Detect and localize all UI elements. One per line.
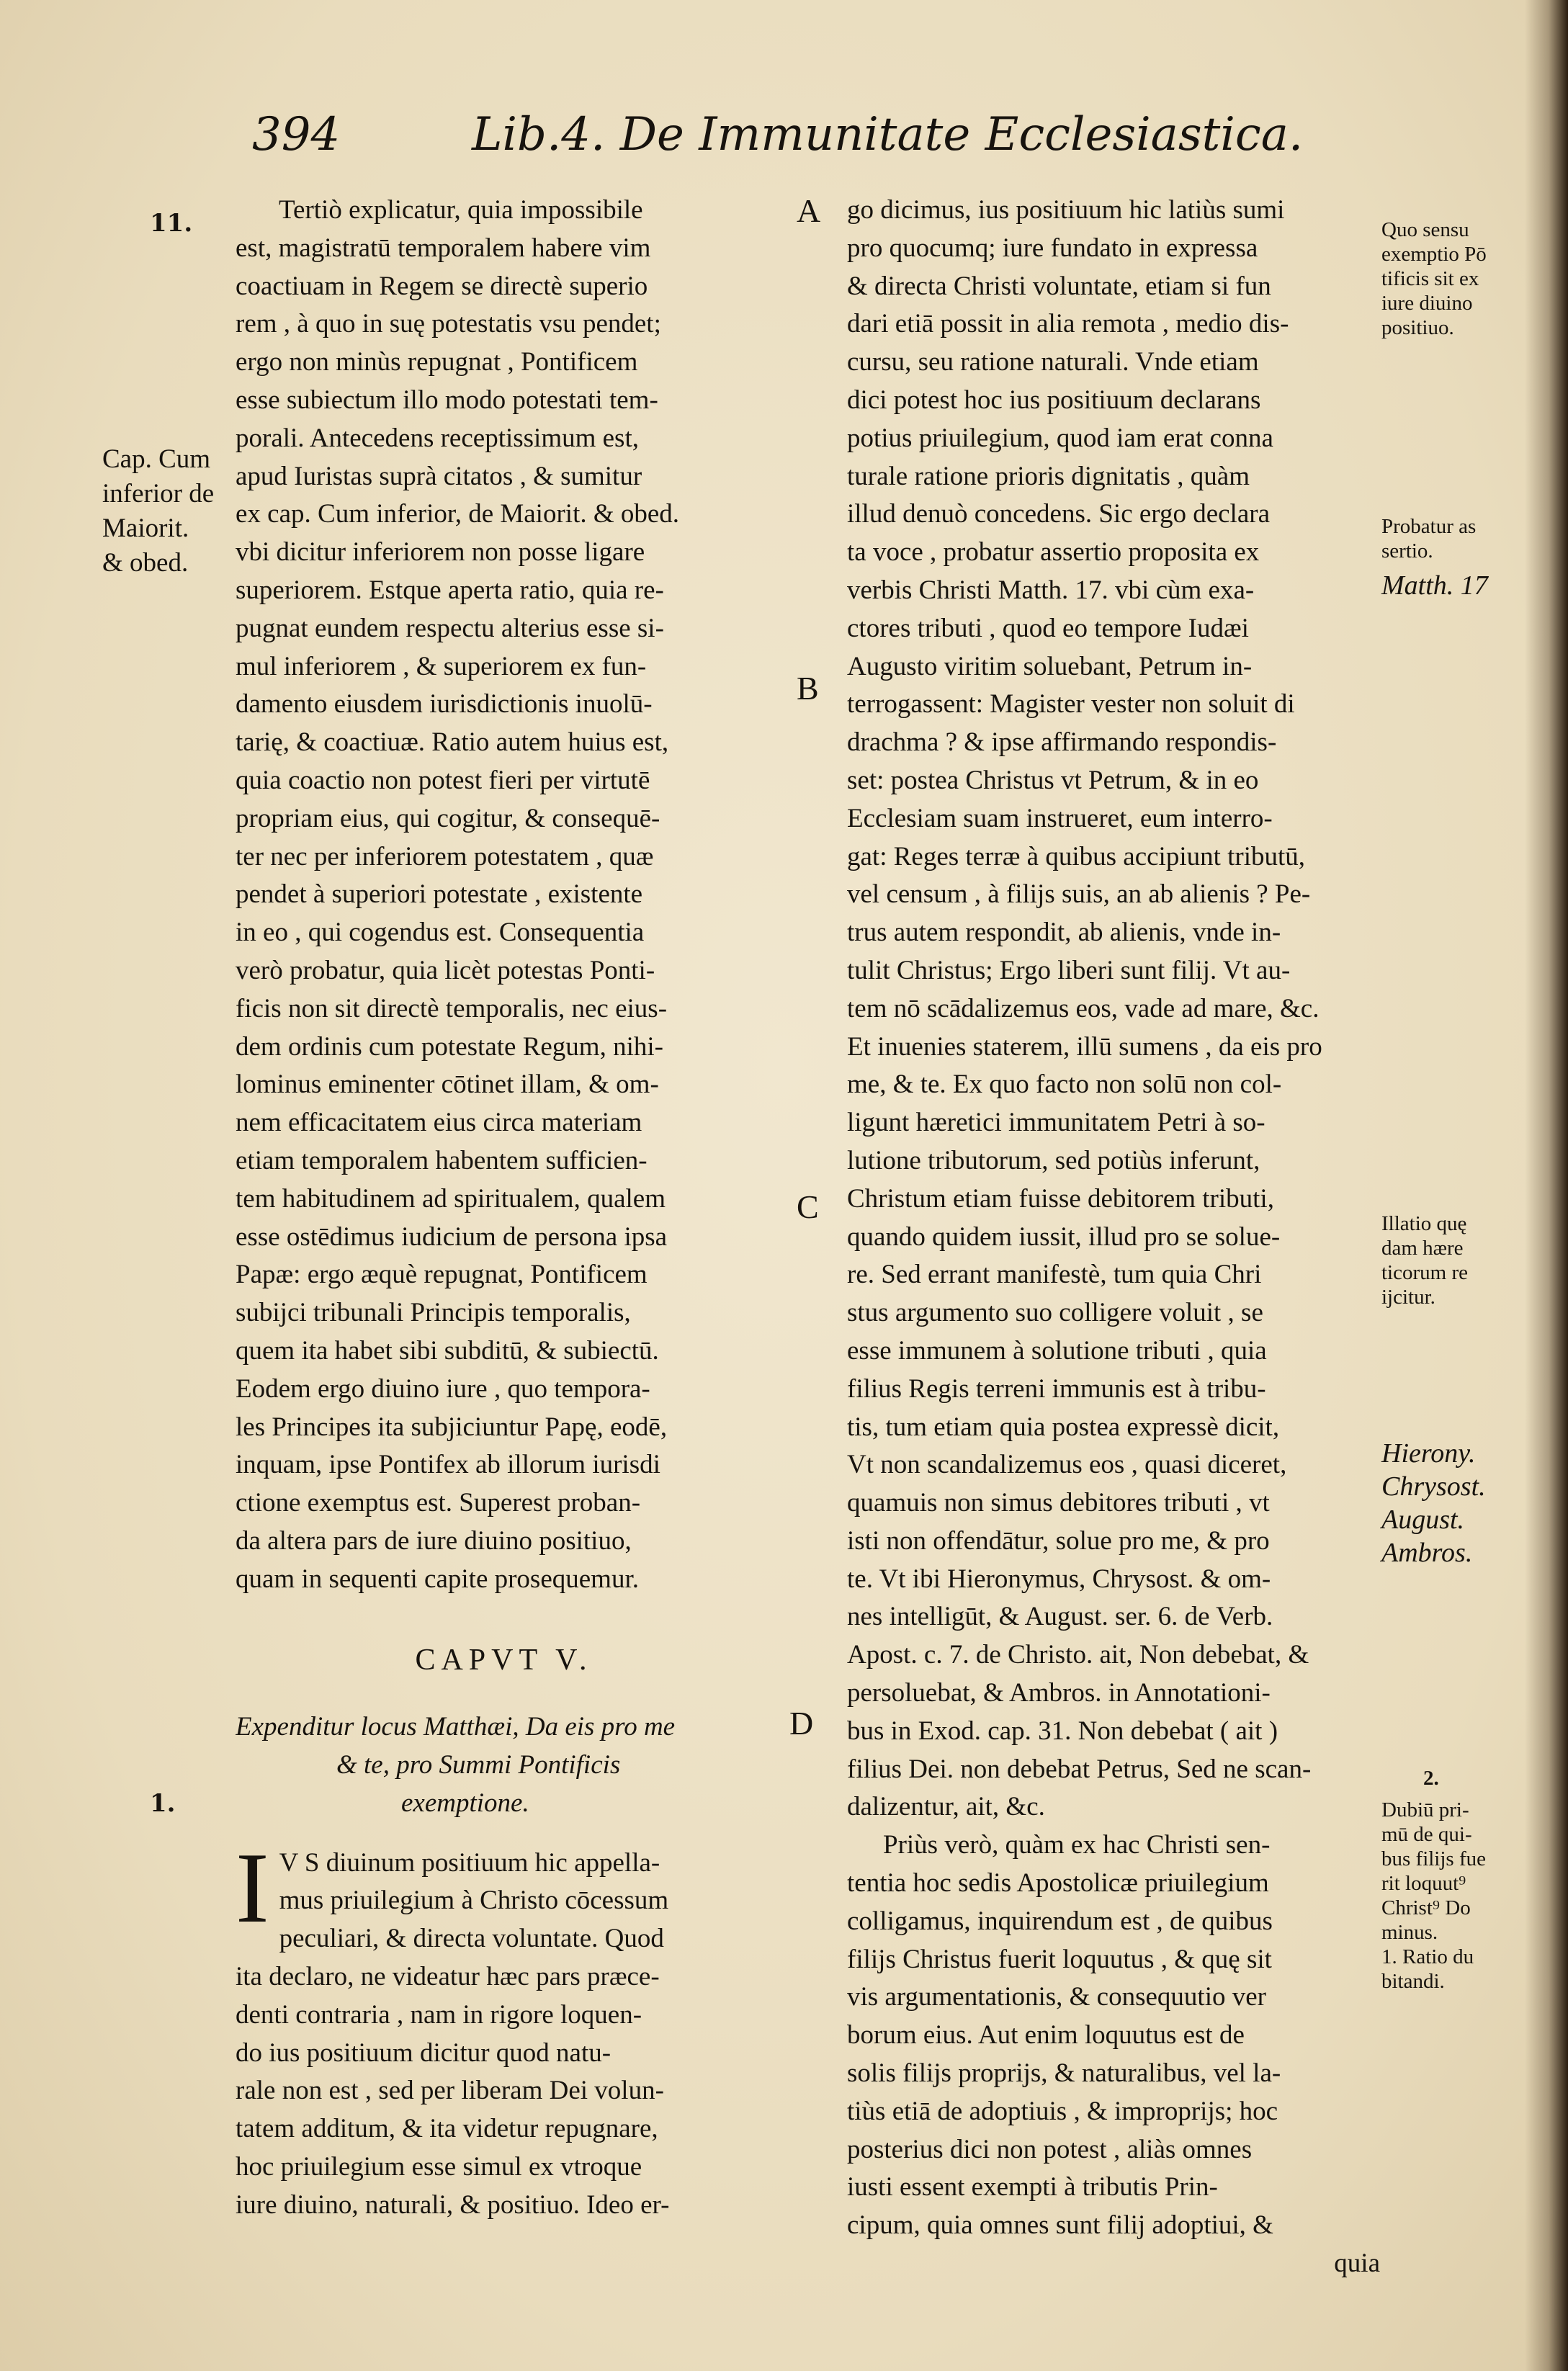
text-line: in eo , qui cogendus est. Consequentia — [236, 918, 645, 948]
text-line: filius Regis terreni immunis est à tribu- — [847, 1373, 1266, 1404]
page-number: 394 — [252, 108, 341, 161]
text-line: ctores tributi , quod eo tempore Iudæi — [847, 613, 1249, 643]
running-header — [252, 108, 1304, 173]
text-line: ficis non sit directè temporalis, nec eius- — [236, 993, 668, 1023]
text-line: do ius positiuum dicitur quod natu- — [236, 2038, 611, 2068]
margin-note-line: Christ⁹ Do — [1381, 1896, 1471, 1919]
margin-note-line: Ambros. — [1381, 1538, 1473, 1568]
text-line: ta voce , probatur assertio proposita ex — [847, 537, 1260, 568]
text-line: tarię, & coactiuæ. Ratio autem huius est, — [236, 727, 669, 758]
margin-note-line: iure diuino — [1381, 292, 1473, 315]
text-line: ctione exemptus est. Superest proban- — [236, 1488, 641, 1518]
text-line: tulit Christus; Ergo liberi sunt filij. Vt au- — [847, 955, 1291, 985]
text-line: Augusto viritim soluebant, Petrum in- — [847, 651, 1253, 681]
text-line: inquam, ipse Pontifex ab illorum iurisdi — [236, 1450, 660, 1480]
margin-note-line: Chrysost. — [1381, 1471, 1486, 1502]
section-letter-b: B — [797, 670, 819, 707]
text-line: illud denuò concedens. Sic ergo declara — [847, 499, 1270, 529]
text-line: lutione tributorum, sed potiùs inferunt, — [847, 1145, 1260, 1175]
text-line: vis argumentationis, & consequutio ver — [847, 1982, 1266, 2012]
text-line: solis filijs proprijs, & naturalibus, vel la- — [847, 2058, 1281, 2089]
text-line: persoluebat, & Ambros. in Annotationi- — [847, 1678, 1271, 1708]
margin-note-line: August. — [1381, 1505, 1465, 1535]
text-line: go dicimus, ius positiuum hic latiùs sumi — [847, 195, 1285, 225]
text-line: les Principes ita subjiciuntur Papę, eodē, — [236, 1412, 668, 1442]
right-text-column — [847, 192, 1380, 2283]
text-line: dalizentur, ait, &c. — [847, 1792, 1045, 1822]
text-line: ergo non minùs repugnat , Pontificem — [236, 347, 638, 377]
chapter-gap — [236, 1823, 772, 1845]
margin-note-line: mū de qui- — [1381, 1823, 1472, 1846]
text-line: te. Vt ibi Hieronymus, Chrysost. & om- — [847, 1564, 1271, 1594]
text-line: tatem additum, & ita videtur repugnare, — [236, 2114, 658, 2144]
text-line: potius priuilegium, quod iam erat conna — [847, 423, 1273, 453]
margin-note-line: 2. — [1423, 1767, 1439, 1790]
margin-note-line: positiuo. — [1381, 316, 1454, 339]
text-line: Et inuenies staterem, illū sumens , da eis pro — [847, 1031, 1322, 1062]
text-line: superiorem. Estque aperta ratio, quia re- — [236, 575, 664, 605]
text-line: da altera pars de iure diuino positiuo, — [236, 1525, 632, 1556]
text-line: denti contraria , nam in rigore loquen- — [236, 1999, 642, 2030]
text-line: Tertiò explicatur, quia impossibile — [279, 195, 643, 225]
left-text-column — [236, 192, 772, 2225]
text-line: tem habitudinem ad spiritualem, qualem — [236, 1183, 666, 1214]
margin-note-line: Matth. 17 — [1381, 570, 1488, 601]
text-line: rale non est , sed per liberam Dei volun- — [236, 2076, 664, 2106]
margin-number-1: 1. — [150, 1789, 176, 1818]
section-letter-c: C — [797, 1188, 819, 1225]
margin-note-line: Dubiū pri- — [1381, 1798, 1469, 1821]
text-line: borum eius. Aut enim loquutus est de — [847, 2020, 1245, 2050]
text-line: nem efficacitatem eius circa materiam — [236, 1108, 642, 1138]
section-letter-d: D — [789, 1705, 814, 1742]
chapter-gap — [236, 1680, 772, 1708]
text-line: dici potest hoc ius positiuum declarans — [847, 385, 1261, 415]
text-line: iusti essent exempti à tributis Prin- — [847, 2172, 1218, 2202]
text-line: me, & te. Ex quo facto non solū non col- — [847, 1070, 1282, 1100]
margin-note-line: bus filijs fue — [1381, 1847, 1486, 1870]
text-line: peculiari, & directa voluntate. Quod — [279, 1924, 664, 1954]
text-line: bus in Exod. cap. 31. Non debebat ( ait ) — [847, 1716, 1278, 1746]
margin-note-illatio — [1381, 1211, 1468, 1309]
text-line: esse immunem à solutione tributi , quia — [847, 1335, 1267, 1366]
text-line: colligamus, inquirendum est , de quibus — [847, 1906, 1273, 1936]
text-line: iure diuino, naturali, & positiuo. Ideo er- — [236, 2190, 670, 2220]
text-line: quem ita habet sibi subditū, & subiectū. — [236, 1335, 659, 1366]
text-line: porali. Antecedens receptissimum est, — [236, 423, 639, 453]
text-line: & directa Christi voluntate, etiam si fun — [847, 271, 1271, 301]
text-line: lominus eminenter cōtinet illam, & om- — [236, 1070, 659, 1100]
text-line: subijci tribunali Principis temporalis, — [236, 1298, 631, 1328]
text-line: posterius dici non potest , aliàs omnes — [847, 2134, 1253, 2164]
margin-note-line: exemptio Pō — [1381, 243, 1487, 266]
chapter-title-line: exemptione. — [401, 1788, 529, 1818]
text-line: turale ratione prioris dignitatis , quàm — [847, 461, 1250, 491]
text-line: quia coactio non potest fieri per virtutē — [236, 765, 650, 795]
text-line: Papæ: ergo æquè repugnat, Pontificem — [236, 1260, 648, 1290]
text-line: quia — [1334, 2249, 1380, 2279]
page-spine-shadow — [1525, 0, 1568, 2371]
text-line: drachma ? & ipse affirmando respondis- — [847, 727, 1277, 758]
chapter-heading: CAPVT V. — [415, 1644, 593, 1677]
margin-note-line: Quo sensu — [1381, 218, 1469, 241]
drop-cap: I — [236, 1832, 269, 1944]
text-line: ita declaro, ne videatur hæc pars præce- — [236, 1962, 660, 1992]
text-line: vel censum , à filijs suis, an ab alienis ? Pe- — [847, 879, 1311, 910]
text-line: damento eiusdem iurisdictionis inuolū- — [236, 689, 653, 720]
margin-note-line: ticorum re — [1381, 1261, 1468, 1284]
margin-note-line: bitandi. — [1381, 1970, 1445, 1993]
text-line: vbi dicitur inferiorem non posse ligare — [236, 537, 645, 568]
margin-note-line: ijcitur. — [1381, 1286, 1435, 1309]
text-line: cipum, quia omnes sunt filij adoptiui, & — [847, 2210, 1273, 2241]
chapter-title-line: Expenditur locus Matthæi, Da eis pro me — [236, 1712, 676, 1742]
text-line: quam in sequenti capite prosequemur. — [236, 1564, 639, 1594]
text-line: trus autem respondit, ab alienis, vnde in- — [847, 918, 1281, 948]
text-line: pugnat eundem respectu alterius esse si- — [236, 613, 664, 643]
chapter-paragraph — [236, 1832, 772, 2225]
margin-note-line: Hierony. — [1381, 1438, 1476, 1469]
margin-note-line: Maiorit. — [102, 514, 189, 543]
text-line: filius Dei. non debebat Petrus, Sed ne scan- — [847, 1754, 1312, 1784]
text-line: apud Iuristas suprà citatos , & sumitur — [236, 461, 642, 491]
text-line: tiùs etiā de adoptiuis , & improprijs; hoc — [847, 2096, 1278, 2126]
text-line: V S diuinum positiuum hic appella- — [279, 1847, 660, 1878]
margin-number-2 — [1423, 1766, 1439, 1790]
text-line: tis, tum etiam quia postea expressè dicit, — [847, 1412, 1280, 1442]
text-line: nes intelligūt, & August. ser. 6. de Verb. — [847, 1602, 1273, 1632]
running-title: Lib.4. De Immunitate Ecclesiastica. — [472, 108, 1304, 161]
margin-note-line: Cap. Cum — [102, 444, 211, 474]
margin-note-line: tificis sit ex — [1381, 267, 1479, 290]
margin-note-line: inferior de — [102, 479, 215, 508]
text-line: ex cap. Cum inferior, de Maiorit. & obed. — [236, 499, 680, 529]
margin-note-line: minus. — [1381, 1921, 1438, 1944]
text-line: esse subiectum illo modo potestati tem- — [236, 385, 658, 415]
text-line: pro quocumq; iure fundato in expressa — [847, 233, 1258, 263]
text-line: quando quidem iussit, illud pro se solue- — [847, 1222, 1281, 1252]
margin-note-quo-sensu — [1381, 218, 1487, 340]
text-line: verbis Christi Matth. 17. vbi cùm exa- — [847, 575, 1255, 605]
margin-note-line: rit loquut⁹ — [1381, 1872, 1466, 1895]
margin-note-line: dam hære — [1381, 1237, 1464, 1260]
margin-number-11: 11. — [150, 209, 193, 238]
margin-note-matth — [1381, 569, 1488, 602]
margin-note-line: Illatio quę — [1381, 1212, 1467, 1235]
text-line: rem , à quo in suę potestatis vsu pendet; — [236, 309, 661, 339]
text-line: mus priuilegium à Christo cōcessum — [279, 1886, 669, 1916]
text-line: terrogassent: Magister vester non soluit di — [847, 689, 1295, 720]
text-line: mul inferiorem , & superiorem ex fun- — [236, 651, 647, 681]
text-line: dari etiā possit in alia remota , medio dis- — [847, 309, 1289, 339]
text-line: etiam temporalem habentem sufficien- — [236, 1145, 648, 1175]
margin-note-line: Probatur as — [1381, 515, 1477, 538]
text-line: Priùs verò, quàm ex hac Christi sen- — [883, 1830, 1271, 1860]
margin-note-fathers — [1381, 1437, 1486, 1569]
text-line: pendet à superiori potestate , existente — [236, 879, 643, 910]
margin-note-probatur — [1381, 514, 1476, 563]
text-line: stus argumento suo colligere voluit , se — [847, 1298, 1263, 1328]
margin-note-dubium — [1381, 1798, 1486, 1994]
section-letter-a: A — [797, 192, 821, 229]
text-line: tentia hoc sedis Apostolicæ priuilegium — [847, 1868, 1269, 1899]
chapter-title-line: & te, pro Summi Pontificis — [336, 1750, 621, 1780]
text-line: dem ordinis cum potestate Regum, nihi- — [236, 1031, 663, 1062]
text-line: Ecclesiam suam instrueret, eum interro- — [847, 803, 1273, 833]
margin-note-line: sertio. — [1381, 539, 1433, 563]
text-line: esse ostēdimus iudicium de persona ipsa — [236, 1222, 668, 1252]
text-line: Eodem ergo diuino iure , quo tempora- — [236, 1373, 650, 1404]
text-line: cursu, seu ratione naturali. Vnde etiam — [847, 347, 1259, 377]
text-line: ligunt hæretici immunitatem Petri à so- — [847, 1108, 1265, 1138]
text-line: verò probatur, quia licèt potestas Ponti- — [236, 955, 655, 985]
margin-note-line: 1. Ratio du — [1381, 1945, 1474, 1968]
text-line: set: postea Christus vt Petrum, & in eo — [847, 765, 1259, 795]
text-line: propriam eius, qui cogitur, & consequē- — [236, 803, 660, 833]
margin-note-line: & obed. — [102, 548, 189, 578]
text-line: est, magistratū temporalem habere vim — [236, 233, 651, 263]
text-line: gat: Reges terræ à quibus accipiunt tributū, — [847, 841, 1306, 871]
text-line: coactiuam in Regem se directè superio — [236, 271, 648, 301]
margin-note-cap-cum-inferior — [102, 442, 214, 581]
text-line: quamuis non simus debitores tributi , vt — [847, 1488, 1270, 1518]
chapter-spacer — [236, 1598, 772, 1641]
text-line: hoc priuilegium esse simul ex vtroque — [236, 2152, 642, 2182]
text-line: ter nec per inferiorem potestatem , quæ — [236, 841, 654, 871]
text-line: isti non offendātur, solue pro me, & pro — [847, 1525, 1270, 1556]
text-line: Christum etiam fuisse debitorem tributi, — [847, 1183, 1274, 1214]
text-line: Apost. c. 7. de Christo. ait, Non debebat, & — [847, 1640, 1309, 1670]
text-line: filijs Christus fuerit loquutus , & quę sit — [847, 1944, 1272, 1974]
text-line: Vt non scandalizemus eos , quasi diceret, — [847, 1450, 1287, 1480]
text-line: tem nō scādalizemus eos, vade ad mare, &c. — [847, 993, 1320, 1023]
text-line: re. Sed errant manifestè, tum quia Chri — [847, 1260, 1262, 1290]
